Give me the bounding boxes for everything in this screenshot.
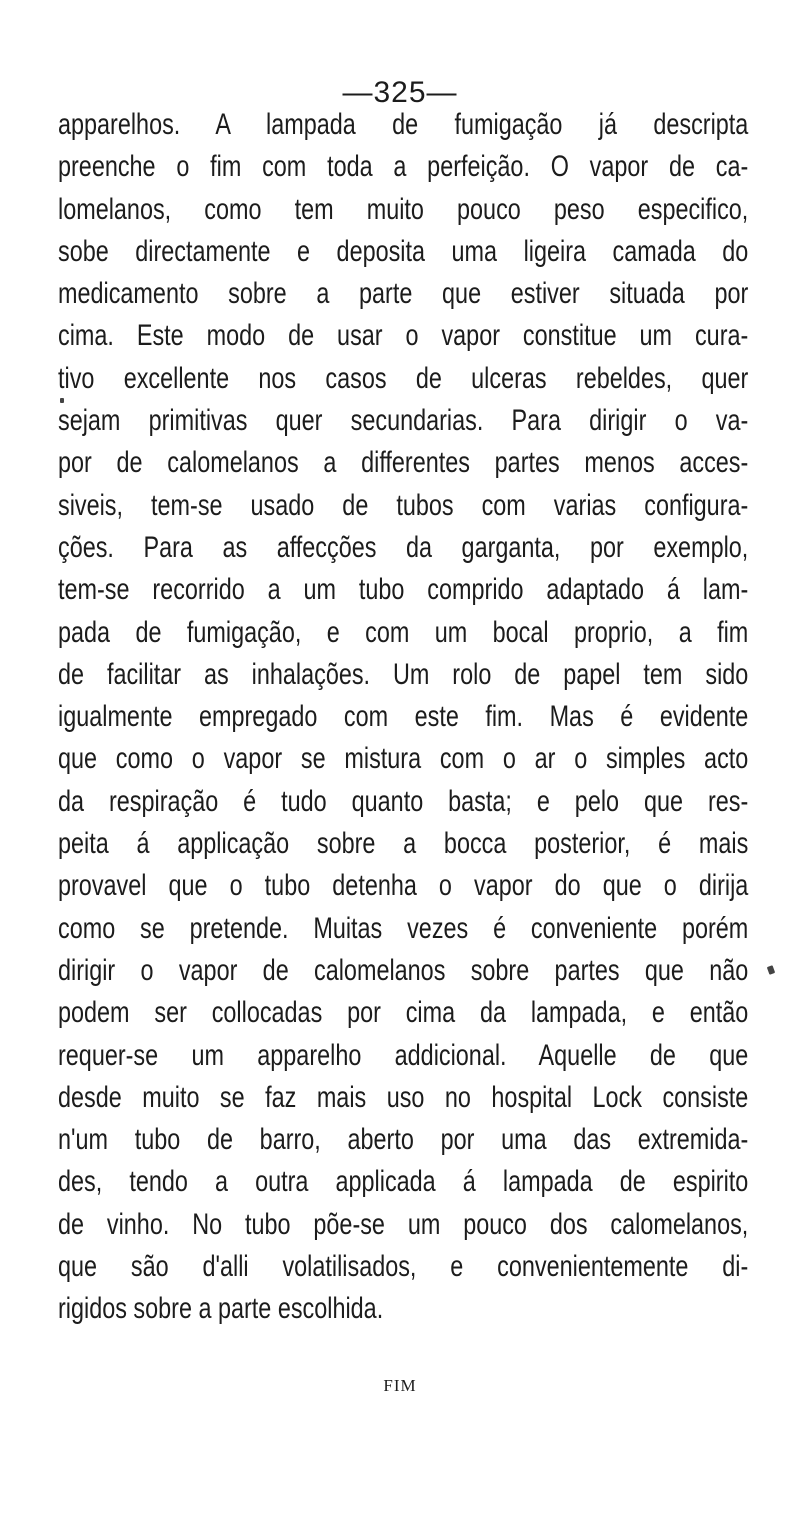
text-line: rigidos sobre a parte escolhida. xyxy=(58,1292,384,1326)
text-line: tem-se recorrido a um tubo comprido adaptado á lam- xyxy=(58,573,749,607)
text-line: que como o vapor se mistura com o ar o simples acto xyxy=(58,742,749,776)
text-line: ções. Para as affecções da garganta, por exemplo, xyxy=(58,530,749,564)
page-number: —325— xyxy=(342,76,458,109)
text-line: sobe directamente e deposita uma ligeira camada do xyxy=(58,234,749,268)
text-line: des, tendo a outra applicada á lampada de espirito xyxy=(58,1165,749,1199)
text-line: dirigir o vapor de calomelanos sobre partes que não xyxy=(58,953,749,987)
text-line: siveis, tem-se usado de tubos com varias configura- xyxy=(58,488,749,522)
body-text xyxy=(58,104,748,1331)
text-line: n'um tubo de barro, aberto por uma das extremida- xyxy=(58,1123,749,1157)
text-line: podem ser collocadas por cima da lampada, e então xyxy=(58,996,749,1030)
text-line: sejam primitivas quer secundarias. Para dirigir o va- xyxy=(58,404,749,438)
text-line: cima. Este modo de usar o vapor constitue um cura- xyxy=(58,319,749,353)
text-line: por de calomelanos a differentes partes menos acces- xyxy=(58,446,749,480)
text-line: provavel que o tubo detenha o vapor do que o dirija xyxy=(58,869,749,903)
text-line: como se pretende. Muitas vezes é conveniente porém xyxy=(58,911,749,945)
text-line: tivo excellente nos casos de ulceras rebeldes, quer xyxy=(58,361,749,395)
text-line: peita á applicação sobre a bocca posterior, é mais xyxy=(58,827,749,861)
text-line: igualmente empregado com este fim. Mas é evidente xyxy=(58,700,749,734)
text-line: preenche o fim com toda a perfeição. O vapor de ca- xyxy=(58,150,749,184)
text-line: apparelhos. A lampada de fumigação já descripta xyxy=(58,108,749,141)
text-line: lomelanos, como tem muito pouco peso especifico, xyxy=(58,192,749,226)
text-line: de facilitar as inhalações. Um rolo de papel tem sido xyxy=(58,657,749,691)
text-line: medicamento sobre a parte que estiver situada por xyxy=(58,277,749,311)
text-line: de vinho. No tubo põe-se um pouco dos calomelanos, xyxy=(58,1207,749,1241)
text-line: da respiração é tudo quanto basta; e pelo que res- xyxy=(58,784,749,818)
ink-speck xyxy=(60,398,64,403)
text-line: que são d'alli volatilisados, e convenientemente di- xyxy=(58,1250,749,1284)
ink-speck xyxy=(767,965,775,975)
end-mark: FIM xyxy=(383,1376,417,1395)
text-line: desde muito se faz mais uso no hospital Lock consiste xyxy=(58,1080,749,1114)
text-line: requer-se um apparelho addicional. Aquelle de que xyxy=(58,1038,749,1072)
text-line: pada de fumigação, e com um bocal proprio, a fim xyxy=(58,615,749,649)
